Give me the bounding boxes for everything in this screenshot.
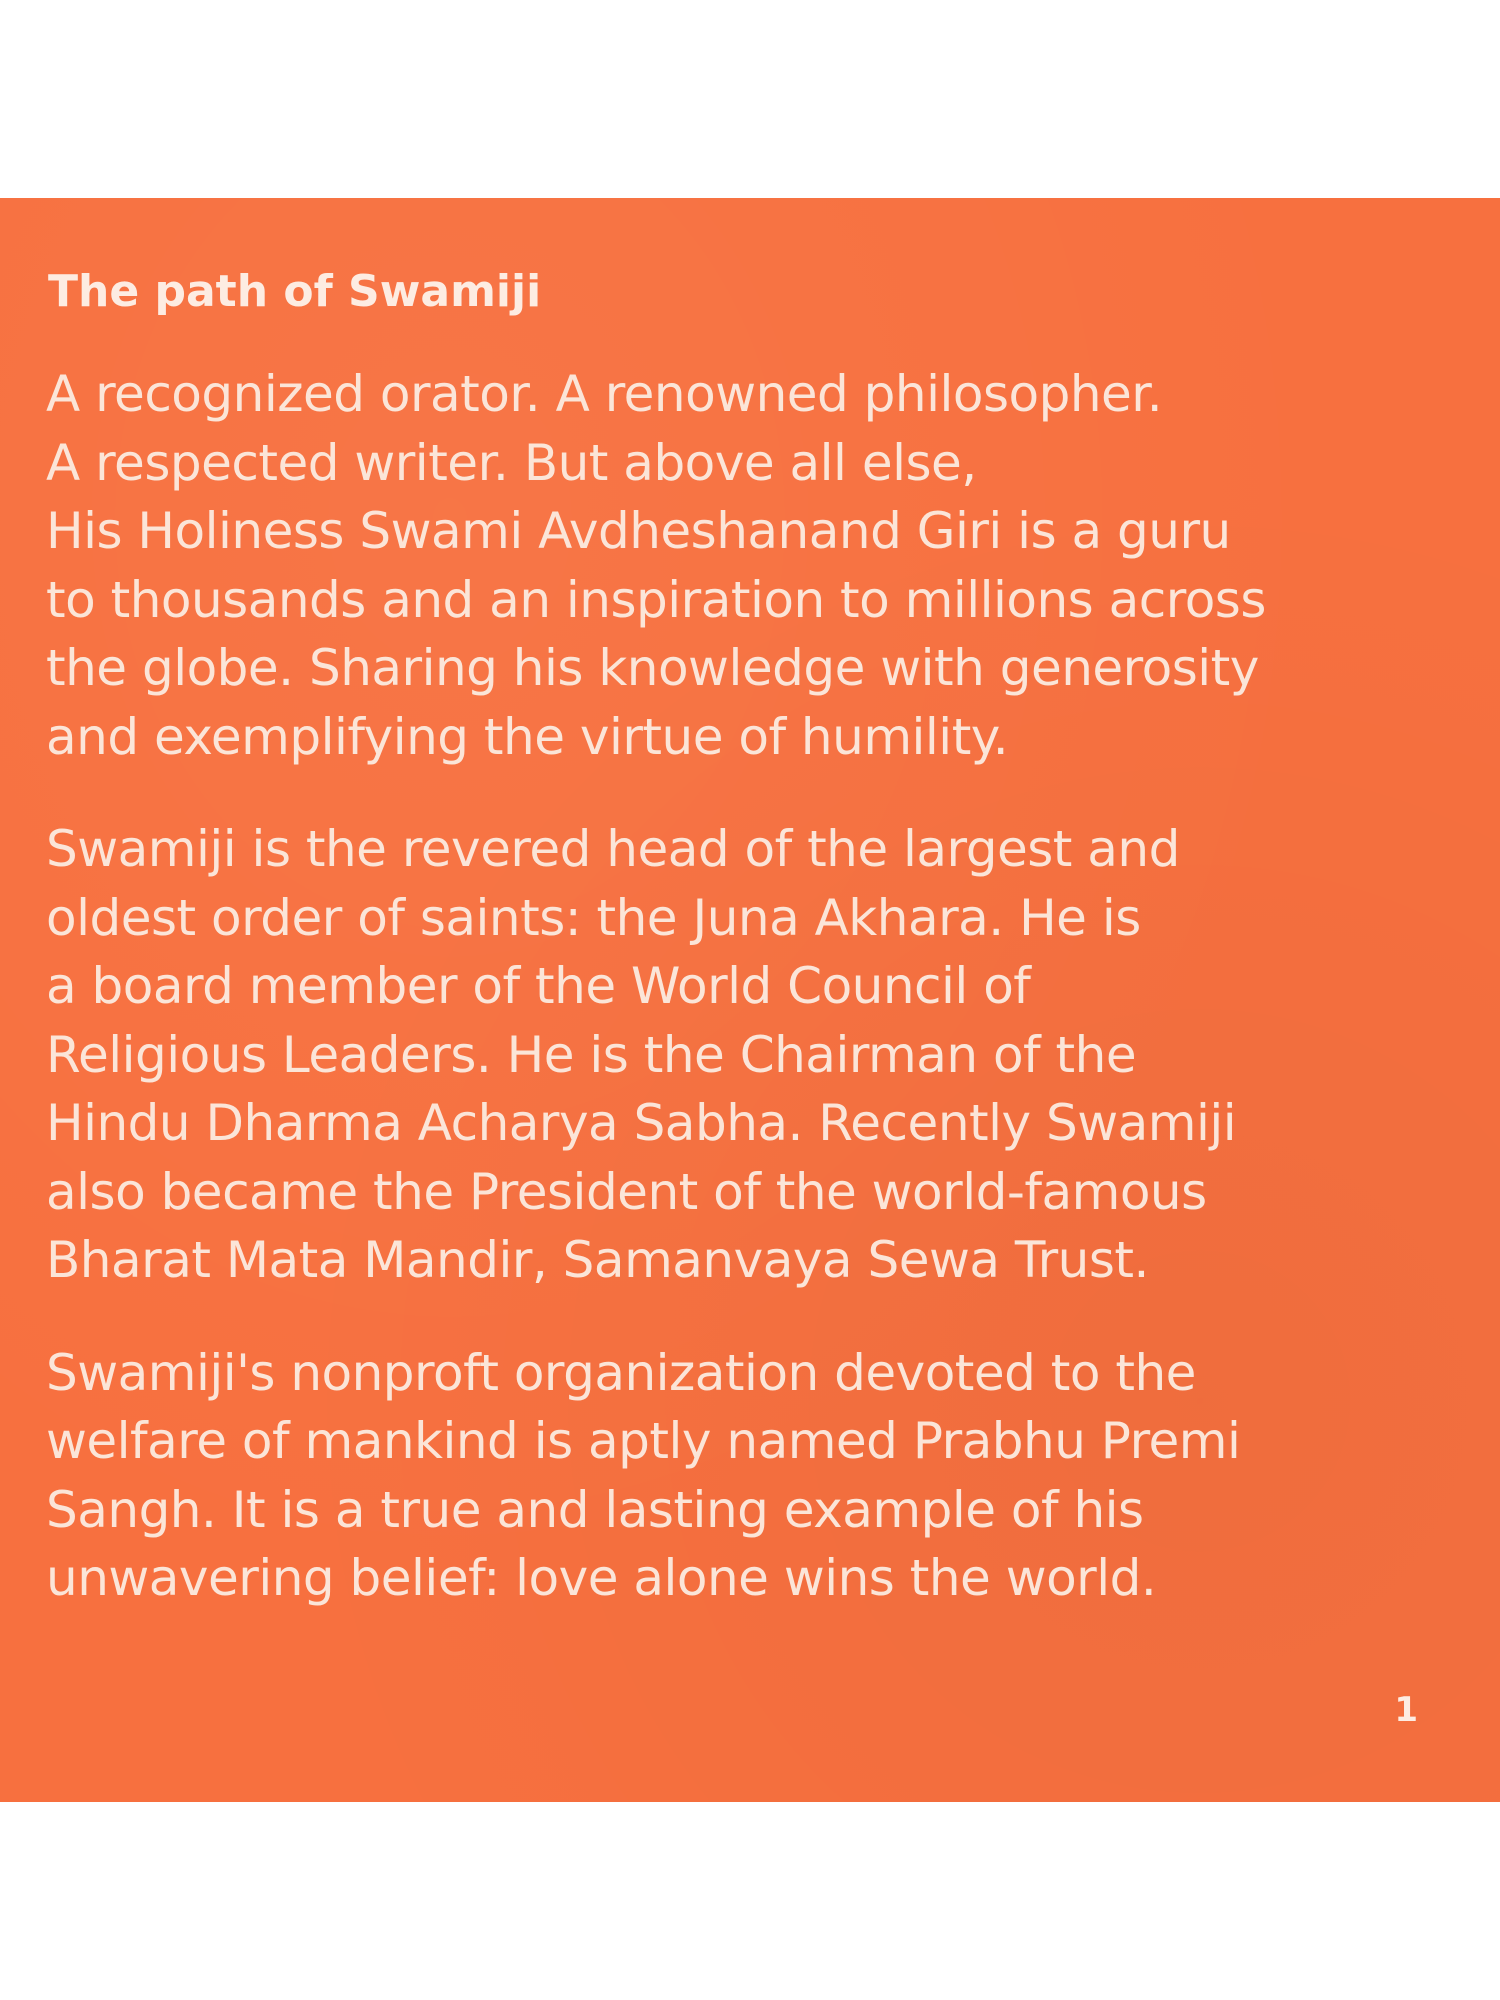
paragraph-line: His Holiness Swami Avdheshanand Giri is a guru: [46, 502, 1231, 560]
paragraph-line: A recognized orator. A renowned philosopher.: [46, 365, 1163, 423]
paragraph-line: Swamiji's nonproft organization devoted to the: [46, 1343, 1196, 1402]
paragraph-line: A respected writer. But above all else,: [46, 433, 977, 492]
page-number: 1: [1394, 1690, 1418, 1730]
paragraph-line: Bharat Mata Mandir, Samanvaya Sewa Trust.: [46, 1231, 1149, 1289]
paragraph-line: and exemplifying the virtue of humility.: [46, 707, 1009, 766]
paragraph-line: Sangh. It is a true and lasting example of his: [46, 1480, 1144, 1539]
orange-page: [0, 198, 1500, 1802]
paragraph-intro: [46, 360, 1446, 771]
paragraph-line: the globe. Sharing his knowledge with generosity: [46, 639, 1259, 697]
paragraph-line: unwavering belief: love alone wins the world.: [46, 1549, 1157, 1607]
paragraph-roles: [46, 815, 1446, 1295]
paragraph-line: Swamiji is the revered head of the largest and: [46, 820, 1180, 878]
paragraph-organization: [46, 1339, 1446, 1613]
page-content: [46, 264, 1446, 1657]
paragraph-line: Religious Leaders. He is the Chairman of the: [46, 1025, 1137, 1084]
paragraph-line: a board member of the World Council of: [46, 957, 1031, 1015]
page-heading: The path of Swamiji: [48, 266, 542, 317]
paragraph-line: also became the President of the world-famous: [46, 1162, 1207, 1221]
paragraph-line: Hindu Dharma Acharya Sabha. Recently Swamiji: [46, 1094, 1237, 1152]
paragraph-line: to thousands and an inspiration to millions across: [46, 570, 1266, 629]
paragraph-line: welfare of mankind is aptly named Prabhu Premi: [46, 1412, 1241, 1470]
paragraph-line: oldest order of saints: the Juna Akhara. He is: [46, 888, 1141, 947]
